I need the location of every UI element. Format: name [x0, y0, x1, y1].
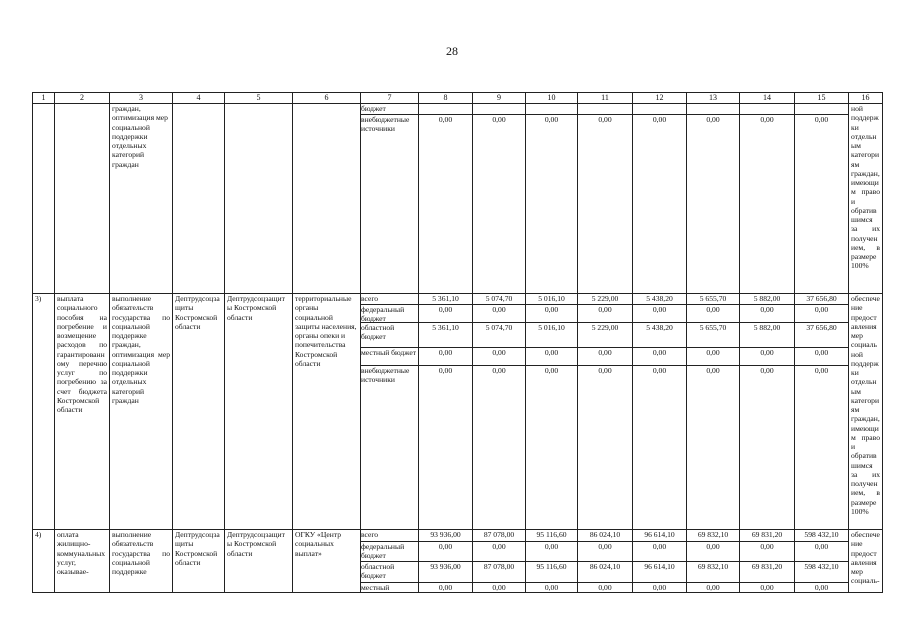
value-cell: 0,00	[578, 542, 633, 562]
source-label: местный бюджет	[361, 348, 419, 366]
value-cell: 87 078,00	[473, 562, 526, 583]
cell-goal: граждан, оптимизация мер социальной поддержки отдельных категорий граждан	[110, 104, 173, 294]
cell-values	[578, 530, 633, 593]
value-cell: 0,00	[526, 305, 578, 323]
value-cell: 5 229,00	[578, 323, 633, 348]
value-cell: 0,00	[578, 305, 633, 323]
value-cell: 0,00	[760, 583, 774, 592]
cell-values	[419, 294, 473, 530]
value-cell: 0,00	[760, 366, 774, 375]
column-number: 3	[110, 93, 173, 104]
value-cell: 0,00	[578, 348, 633, 366]
value-cell: 96 614,10	[633, 530, 687, 542]
value-cell: 5 882,00	[740, 294, 795, 305]
value-cell: 0,00	[526, 542, 578, 562]
cell-values	[578, 294, 633, 530]
value-cell: 0,00	[740, 305, 795, 323]
source-label: местный	[361, 583, 390, 592]
value-cell: 93 936,00	[419, 562, 473, 583]
value-cell: 0,00	[706, 583, 720, 592]
value-cell: 69 832,10	[687, 562, 740, 583]
value-cell	[526, 104, 578, 115]
cell-values	[633, 294, 687, 530]
cell-num: 4)	[33, 530, 55, 593]
value-cell: 0,00	[419, 542, 473, 562]
value-cell: 0,00	[438, 583, 453, 592]
value-cell: 69 831,20	[740, 562, 795, 583]
value-cell: 0,00	[760, 115, 774, 124]
value-cell: 95 116,60	[526, 530, 578, 542]
column-number: 11	[578, 93, 633, 104]
value-cell: 0,00	[740, 542, 795, 562]
cell-values	[795, 104, 849, 294]
value-cell: 0,00	[492, 366, 506, 375]
cell-result: ной поддержки отдельным категориям граждан, имеющим право и обратившимся за их получением, в размере 100%	[849, 104, 883, 294]
cell-values	[740, 294, 795, 530]
source-label: областной бюджет	[361, 323, 419, 348]
cell-num: 3)	[33, 294, 55, 530]
cell-participant	[293, 104, 361, 294]
source-label: всего	[361, 530, 419, 542]
cell-num	[33, 104, 55, 294]
column-number: 6	[293, 93, 361, 104]
value-cell	[419, 104, 473, 115]
cell-result: обеспечение предоставления мер социальной поддержки отдельным категориям граждан, имеющим право и обратившимся за их получением, в размере 100%	[849, 294, 883, 530]
cell-values	[687, 294, 740, 530]
value-cell: 37 656,80	[795, 294, 849, 305]
value-cell: 69 831,20	[740, 530, 795, 542]
value-cell: 87 078,00	[473, 530, 526, 542]
cell-measure: выплата социального пособия на погребение и возмещение расходов по гарантированному перечню услуг по погребению за счет бюджета Костромской области	[55, 294, 110, 530]
cell-values	[419, 104, 473, 294]
cell-sources	[361, 294, 419, 530]
value-cell: 0,00	[492, 583, 506, 592]
column-number: 8	[419, 93, 473, 104]
value-cell: 0,00	[706, 366, 720, 375]
value-cell: 5 016,10	[526, 323, 578, 348]
column-number: 13	[687, 93, 740, 104]
value-cell: 0,00	[526, 348, 578, 366]
source-label: федеральный бюджет	[361, 542, 419, 562]
cell-values	[795, 294, 849, 530]
value-cell: 0,00	[419, 348, 473, 366]
value-cell: 0,00	[438, 366, 453, 375]
value-cell: 0,00	[814, 366, 829, 375]
cell-goal: выполнение обязательств государства по социальной поддержке	[110, 530, 173, 593]
cell-values	[473, 294, 526, 530]
cell-values	[687, 104, 740, 294]
cell-values	[473, 104, 526, 294]
cell-values	[740, 530, 795, 593]
cell-responsible: Дептрудсоцзащиты Костромской области	[173, 294, 225, 530]
cell-values	[578, 104, 633, 294]
cell-responsible: Дептрудсоцзащиты Костромской области	[173, 530, 225, 593]
column-number: 5	[225, 93, 293, 104]
value-cell: 0,00	[706, 115, 720, 124]
value-cell: 0,00	[687, 348, 740, 366]
cell-values	[526, 104, 578, 294]
value-cell: 96 614,10	[633, 562, 687, 583]
column-number: 16	[849, 93, 883, 104]
column-number: 4	[173, 93, 225, 104]
column-number: 7	[361, 93, 419, 104]
value-cell: 0,00	[633, 348, 687, 366]
value-cell: 598 432,10	[795, 562, 849, 583]
value-cell: 5 882,00	[740, 323, 795, 348]
cell-coexecutor: Дептрудсоцзащиты Костромской области	[225, 294, 293, 530]
cell-measure: оплата жилищно-коммунальных услуг, оказывае-	[55, 530, 110, 593]
value-cell: 0,00	[633, 542, 687, 562]
column-number: 15	[795, 93, 849, 104]
value-cell: 0,00	[473, 305, 526, 323]
source-label: федеральный бюджет	[361, 305, 419, 323]
table-row-continuation	[33, 104, 883, 294]
column-number: 14	[740, 93, 795, 104]
value-cell: 0,00	[740, 348, 795, 366]
value-cell: 0,00	[633, 305, 687, 323]
cell-values	[526, 530, 578, 593]
cell-coexecutor: Дептрудсоцзащиты Костромской области	[225, 530, 293, 593]
column-number: 2	[55, 93, 110, 104]
cell-result: обеспечение предоставления мер социаль-	[849, 530, 883, 593]
value-cell: 93 936,00	[419, 530, 473, 542]
column-number: 9	[473, 93, 526, 104]
cell-participant: ОГКУ «Центр социальных выплат»	[293, 530, 361, 593]
value-cell: 5 655,70	[687, 294, 740, 305]
cell-measure	[55, 104, 110, 294]
cell-values	[687, 530, 740, 593]
value-cell: 37 656,80	[795, 323, 849, 348]
value-cell: 5 438,20	[633, 294, 687, 305]
value-cell: 5 361,10	[419, 294, 473, 305]
value-cell	[578, 104, 633, 115]
cell-coexecutor	[225, 104, 293, 294]
value-cell: 0,00	[473, 348, 526, 366]
value-cell: 0,00	[419, 305, 473, 323]
cell-values	[419, 530, 473, 593]
value-cell: 0,00	[814, 583, 829, 592]
cell-sources	[361, 104, 419, 294]
value-cell	[473, 104, 526, 115]
value-cell: 5 074,70	[473, 294, 526, 305]
value-cell: 0,00	[544, 583, 559, 592]
value-cell: 0,00	[795, 542, 849, 562]
source-label: внебюджетные источники	[361, 115, 410, 134]
value-cell: 5 361,10	[419, 323, 473, 348]
source-label: всего	[361, 294, 419, 305]
cell-responsible	[173, 104, 225, 294]
value-cell: 0,00	[795, 305, 849, 323]
cell-values	[633, 104, 687, 294]
value-cell: 0,00	[652, 583, 667, 592]
value-cell: 0,00	[438, 115, 453, 124]
value-cell: 5 438,20	[633, 323, 687, 348]
value-cell: 95 116,60	[526, 562, 578, 583]
column-number: 12	[633, 93, 687, 104]
value-cell: 0,00	[598, 583, 612, 592]
value-cell: 0,00	[687, 305, 740, 323]
table-row-4	[33, 530, 883, 593]
value-cell: 0,00	[544, 366, 559, 375]
value-cell	[687, 104, 740, 115]
value-cell: 0,00	[652, 366, 667, 375]
cell-values	[526, 294, 578, 530]
value-cell: 69 832,10	[687, 530, 740, 542]
value-cell: 5 655,70	[687, 323, 740, 348]
value-cell: 0,00	[598, 115, 612, 124]
cell-sources	[361, 530, 419, 593]
cell-values	[795, 530, 849, 593]
program-table	[32, 92, 883, 593]
value-cell: 0,00	[598, 366, 612, 375]
cell-values	[633, 530, 687, 593]
value-cell: 0,00	[473, 542, 526, 562]
value-cell: 0,00	[814, 115, 829, 124]
value-cell	[795, 104, 849, 115]
source-label: областной бюджет	[361, 562, 419, 583]
value-cell	[633, 104, 687, 115]
cell-participant: территориальные органы социальной защиты населения, органы опеки и попечительства Костромской области	[293, 294, 361, 530]
column-number-row	[33, 93, 883, 104]
value-cell: 5 074,70	[473, 323, 526, 348]
value-cell: 0,00	[687, 542, 740, 562]
value-cell: 86 024,10	[578, 530, 633, 542]
column-number: 10	[526, 93, 578, 104]
cell-values	[740, 104, 795, 294]
value-cell: 598 432,10	[795, 530, 849, 542]
value-cell: 0,00	[544, 115, 559, 124]
value-cell: 0,00	[492, 115, 506, 124]
column-number: 1	[33, 93, 55, 104]
value-cell: 0,00	[652, 115, 667, 124]
cell-goal: выполнение обязательств государства по социальной поддержке граждан, оптимизация мер социальной поддержки отдельных категорий граждан	[110, 294, 173, 530]
table-row-3	[33, 294, 883, 530]
value-cell: 86 024,10	[578, 562, 633, 583]
source-label: внебюджетные источники	[361, 366, 410, 385]
value-cell: 5 016,10	[526, 294, 578, 305]
cell-values	[473, 530, 526, 593]
page-number: 28	[446, 44, 458, 58]
value-cell	[740, 104, 795, 115]
value-cell: 0,00	[795, 348, 849, 366]
source-label: бюджет	[361, 104, 419, 115]
value-cell: 5 229,00	[578, 294, 633, 305]
